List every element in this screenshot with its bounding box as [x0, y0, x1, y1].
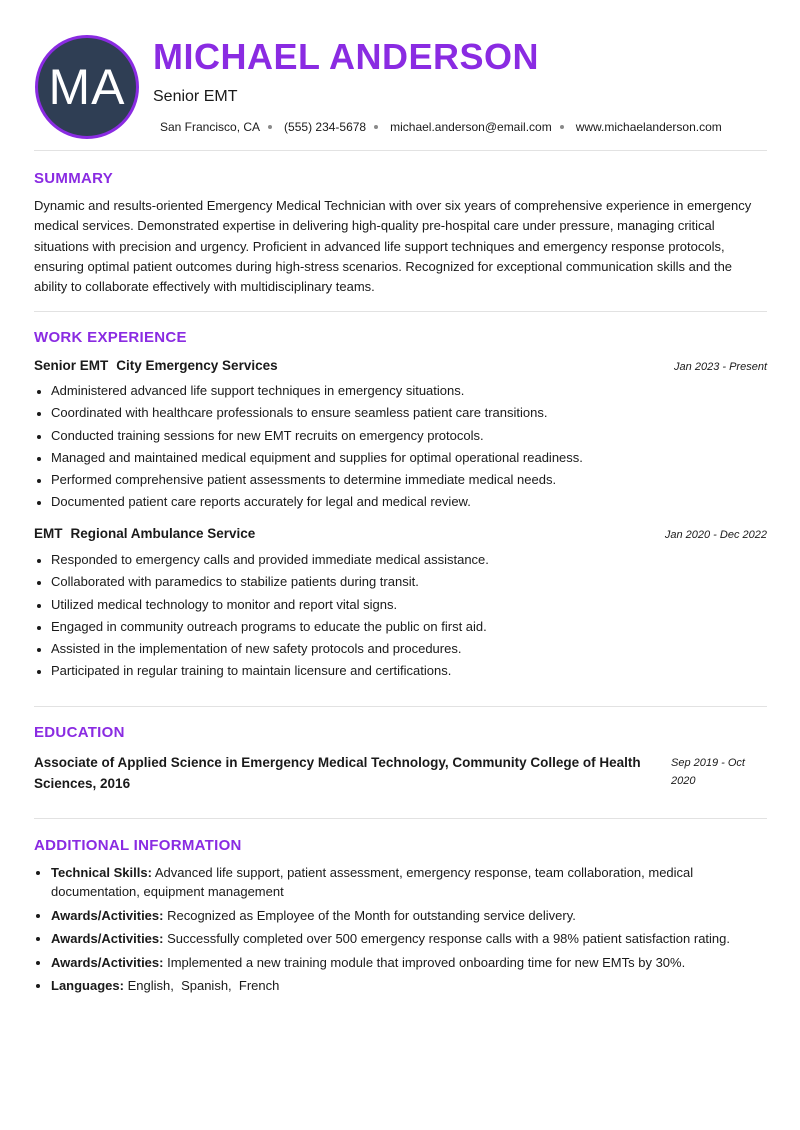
- list-item: • Assisted in the implementation of new safety protocols and procedures.: [51, 638, 767, 660]
- list-item: [51, 906, 767, 925]
- job-header: [34, 526, 767, 541]
- experience-heading: WORK EXPERIENCE: [34, 329, 187, 346]
- contact-line: [160, 120, 722, 134]
- contact-location: San Francisco, CA: [160, 120, 261, 134]
- divider: [34, 150, 767, 151]
- list-item: • Managed and maintained medical equipment and supplies for optimal operational readiness.: [51, 447, 767, 469]
- list-item: • Utilized medical technology to monitor and report vital signs.: [51, 594, 767, 616]
- additional-list: [34, 863, 767, 1000]
- job-company: Regional Ambulance Service: [70, 526, 256, 541]
- list-item: • Performed comprehensive patient assessments to determine immediate medical needs.: [51, 469, 767, 491]
- education-degree: Associate of Applied Science in Emergency Medical Technology, Community College of Health Sciences, 2016: [34, 755, 641, 791]
- item-label: Awards/Activities:: [51, 954, 164, 970]
- separator-dot: [268, 125, 272, 129]
- list-item: • Collaborated with paramedics to stabilize patients during transit.: [51, 571, 767, 593]
- item-label: Awards/Activities:: [51, 907, 164, 923]
- separator-dot: [560, 125, 564, 129]
- education-heading: EDUCATION: [34, 724, 125, 741]
- contact-website[interactable]: www.michaelanderson.com: [575, 120, 722, 134]
- list-item: • Documented patient care reports accurately for legal and medical review.: [51, 491, 767, 513]
- list-item: • Administered advanced life support techniques in emergency situations.: [51, 380, 767, 402]
- separator-dot: [374, 125, 378, 129]
- list-item: [51, 976, 767, 995]
- candidate-title: Senior EMT: [153, 88, 238, 105]
- candidate-name: MICHAEL ANDERSON: [153, 36, 540, 77]
- list-item: [51, 863, 767, 901]
- divider: [34, 311, 767, 312]
- summary-text: Dynamic and results-oriented Emergency Medical Technician with over six years of comprehensive experience in emergency medical services. Demonstrated expertise in delivering high-quality pre-hospital care under pressure, managing critical situations with precision and urgency. Proficient in advanced life support techniques and emergency response protocols, ensuring optimal patient outcomes during high-stress scenarios. Recognized for exceptional communication skills and the ability to collaborate effectively with multidisciplinary teams.: [34, 198, 752, 295]
- job-dates: Jan 2023 - Present: [674, 361, 767, 373]
- contact-email[interactable]: michael.anderson@email.com: [390, 120, 552, 134]
- item-text: English, Spanish, French: [127, 978, 280, 993]
- job-company: City Emergency Services: [116, 358, 278, 373]
- summary-heading: SUMMARY: [34, 170, 114, 187]
- item-text: Implemented a new training module that improved onboarding time for new EMTs by 30%.: [167, 954, 686, 970]
- item-label: Technical Skills:: [51, 865, 152, 880]
- job-dates: Jan 2020 - Dec 2022: [664, 529, 767, 541]
- job-header: [34, 358, 767, 373]
- list-item: • Responded to emergency calls and provided immediate medical assistance.: [51, 549, 767, 571]
- list-item: [51, 929, 767, 948]
- item-text: Recognized as Employee of the Month for outstanding service delivery.: [167, 907, 576, 923]
- job-role: EMT: [34, 526, 63, 541]
- list-item: [51, 953, 767, 972]
- list-item: • Participated in regular training to maintain licensure and certifications.: [51, 660, 767, 682]
- job-bullets: [34, 549, 767, 683]
- list-item: • Conducted training sessions for new EMT recruits on emergency protocols.: [51, 425, 767, 447]
- contact-phone[interactable]: (555) 234-5678: [284, 120, 367, 134]
- item-label: Awards/Activities:: [51, 931, 164, 946]
- additional-heading: ADDITIONAL INFORMATION: [34, 837, 242, 854]
- avatar-initials: MA: [35, 35, 139, 139]
- divider: [34, 706, 767, 707]
- divider: [34, 818, 767, 819]
- item-text: Successfully completed over 500 emergency response calls with a 98% patient satisfaction rating.: [167, 931, 730, 946]
- list-item: • Engaged in community outreach programs to educate the public on first aid.: [51, 616, 767, 638]
- item-text: Advanced life support, patient assessment, emergency response, team collaboration, medical documentation, equipment management: [51, 865, 694, 899]
- item-label: Languages:: [51, 978, 124, 993]
- job-bullets: [34, 380, 767, 514]
- list-item: • Coordinated with healthcare professionals to ensure seamless patient care transitions.: [51, 402, 767, 424]
- education-dates: Sep 2019 - Oct 2020: [671, 757, 745, 787]
- job-role: Senior EMT: [34, 358, 109, 373]
